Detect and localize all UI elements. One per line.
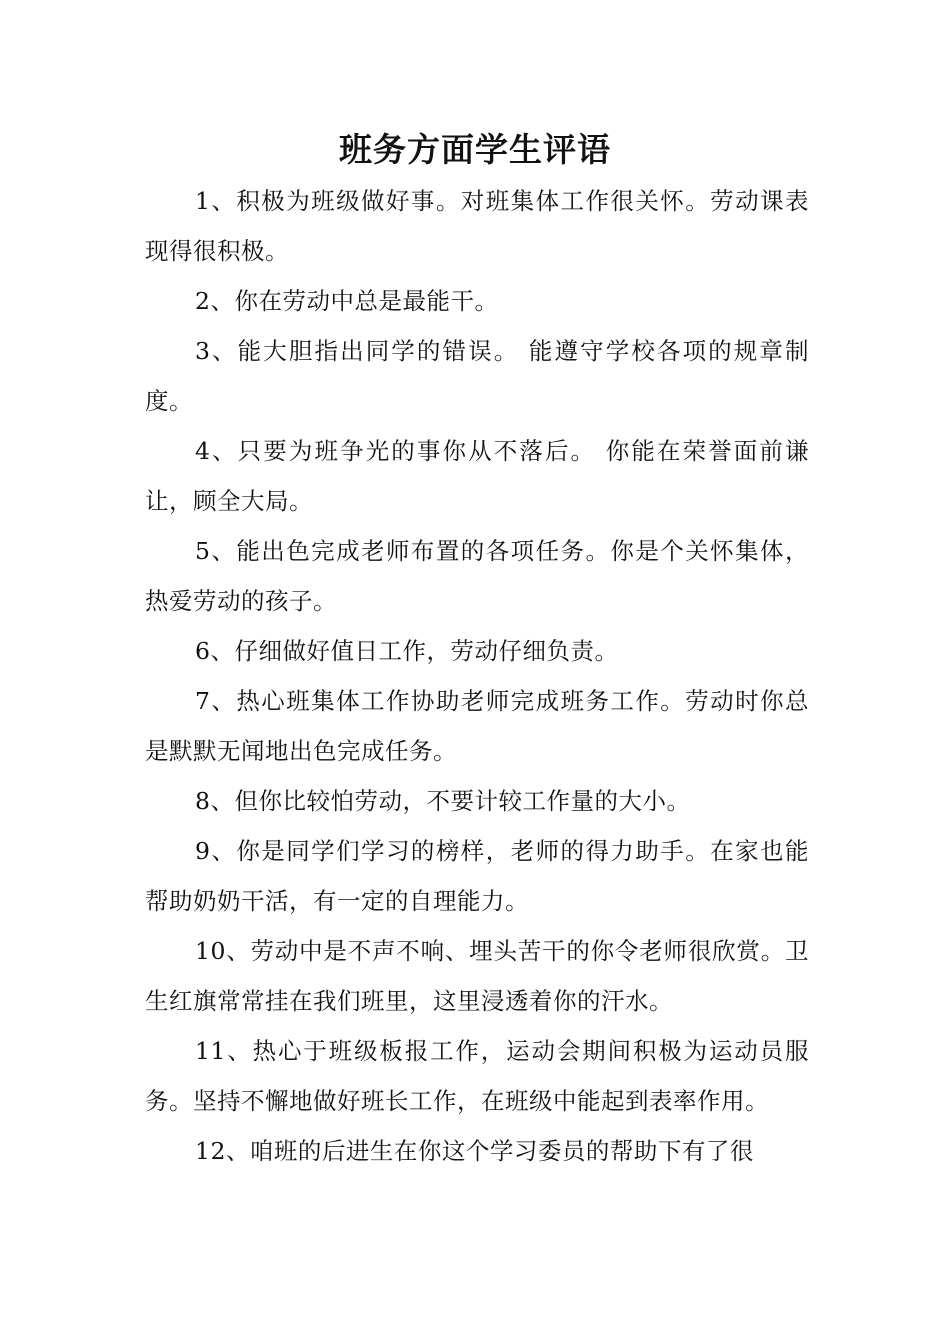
comment-paragraph: 2、你在劳动中总是最能干。 (195, 287, 499, 315)
document-body (145, 176, 809, 1176)
comment-paragraph: 11、热心于班级板报工作，运动会期间积极为运动员服务。坚持不懈地做好班长工作，在班级中能起到表率作用。 (145, 1037, 809, 1115)
comment-paragraph: 7、热心班集体工作协助老师完成班务工作。劳动时你总是默默无闻地出色完成任务。 (145, 687, 809, 765)
comment-paragraph: 9、你是同学们学习的榜样，老师的得力助手。在家也能帮助奶奶干活，有一定的自理能力。 (145, 837, 809, 915)
comment-paragraph: 1、积极为班级做好事。对班集体工作很关怀。劳动课表现得很积极。 (145, 187, 809, 265)
comment-paragraph: 6、仔细做好值日工作，劳动仔细负责。 (195, 637, 619, 665)
document-title: 班务方面学生评语 (339, 130, 611, 169)
comment-paragraph: 12、咱班的后进生在你这个学习委员的帮助下有了很 (195, 1137, 754, 1165)
comment-paragraph: 4、只要为班争光的事你从不落后。 你能在荣誉面前谦让，顾全大局。 (145, 437, 809, 515)
comment-paragraph: 3、能大胆指出同学的错误。 能遵守学校各项的规章制度。 (145, 337, 809, 415)
comment-paragraph: 8、但你比较怕劳动，不要计较工作量的大小。 (195, 787, 691, 815)
comment-paragraph: 10、劳动中是不声不响、埋头苦干的你令老师很欣赏。卫生红旗常常挂在我们班里，这里浸透着你的汗水。 (145, 937, 809, 1015)
comment-paragraph: 5、能出色完成老师布置的各项任务。你是个关怀集体，热爱劳动的孩子。 (145, 537, 809, 615)
